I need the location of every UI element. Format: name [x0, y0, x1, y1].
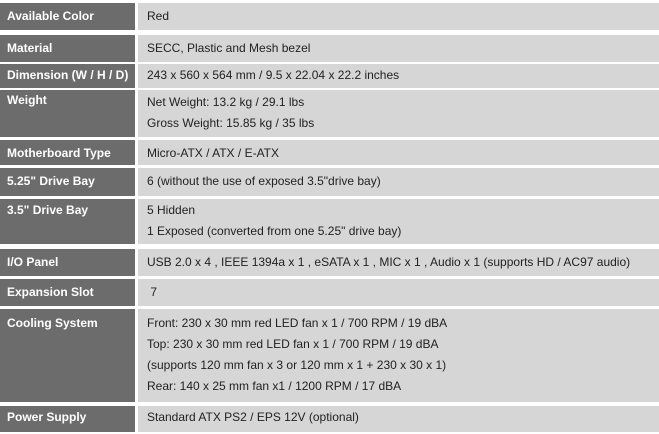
- spec-row-io-panel: [0, 249, 659, 276]
- spec-row-dimension: [0, 64, 659, 88]
- spec-row-motherboard-type: [0, 140, 659, 165]
- spec-value: [138, 199, 659, 244]
- spec-row-expansion-slot: [0, 279, 659, 306]
- spec-label: Available Color: [0, 3, 135, 30]
- spec-label: Weight: [0, 90, 135, 137]
- spec-label: Cooling System: [0, 309, 135, 402]
- spec-label: 3.5" Drive Bay: [0, 199, 135, 244]
- spec-value-line: USB 2.0 x 4 , IEEE 1394a x 1 , eSATA x 1 , MIC x 1 , Audio x 1 (supports HD / AC97 audio): [147, 255, 631, 269]
- spec-value-line: Gross Weight: 15.85 kg / 35 lbs: [147, 116, 315, 130]
- spec-value-line: Standard ATX PS2 / EPS 12V (optional): [147, 410, 359, 424]
- spec-label: Power Supply: [0, 406, 135, 432]
- spec-value: [138, 140, 659, 165]
- spec-value: [138, 406, 659, 432]
- spec-row-cooling-system: [0, 309, 659, 402]
- spec-value: [138, 279, 659, 306]
- spec-row-525-drive-bay: [0, 168, 659, 196]
- spec-value-line: 6 (without the use of exposed 3.5"drive bay): [147, 174, 381, 188]
- spec-label: Motherboard Type: [0, 140, 135, 165]
- spec-value: [138, 64, 659, 88]
- spec-value-line: Front: 230 x 30 mm red LED fan x 1 / 700 RPM / 19 dBA: [147, 316, 448, 330]
- spec-value-line: 7: [147, 285, 158, 299]
- spec-row-weight: [0, 90, 659, 137]
- spec-value-line: 5 Hidden: [147, 203, 196, 217]
- spec-value-line: Micro-ATX / ATX / E-ATX: [147, 146, 280, 160]
- spec-value-line: Red: [147, 9, 170, 23]
- spec-label: Expansion Slot: [0, 279, 135, 306]
- spec-label: Dimension (W / H / D): [0, 64, 135, 88]
- spec-value-line: 1 Exposed (converted from one 5.25" drive bay): [147, 224, 402, 238]
- spec-value-line: (supports 120 mm fan x 3 or 120 mm x 1 + 230 x 30 x 1): [147, 358, 447, 372]
- spec-row-available-color: [0, 3, 659, 30]
- spec-label: Material: [0, 35, 135, 62]
- spec-value-line: Rear: 140 x 25 mm fan x1 / 1200 RPM / 17 dBA: [147, 379, 402, 393]
- spec-value: [138, 168, 659, 196]
- spec-value: [138, 90, 659, 137]
- spec-row-35-drive-bay: [0, 199, 659, 244]
- spec-value-line: 243 x 560 x 564 mm / 9.5 x 22.04 x 22.2 inches: [147, 68, 400, 82]
- spec-value: [138, 309, 659, 402]
- spec-value: [138, 249, 659, 276]
- spec-value-line: Net Weight: 13.2 kg / 29.1 lbs: [147, 95, 305, 109]
- spec-value-line: SECC, Plastic and Mesh bezel: [147, 41, 311, 55]
- spec-row-material: [0, 35, 659, 62]
- spec-label: 5.25" Drive Bay: [0, 168, 135, 196]
- spec-value-line: Top: 230 x 30 mm red LED fan x 1 / 700 RPM / 19 dBA: [147, 337, 439, 351]
- spec-value: [138, 3, 659, 30]
- spec-label: I/O Panel: [0, 249, 135, 276]
- spec-row-power-supply: [0, 406, 659, 432]
- spec-value: [138, 35, 659, 62]
